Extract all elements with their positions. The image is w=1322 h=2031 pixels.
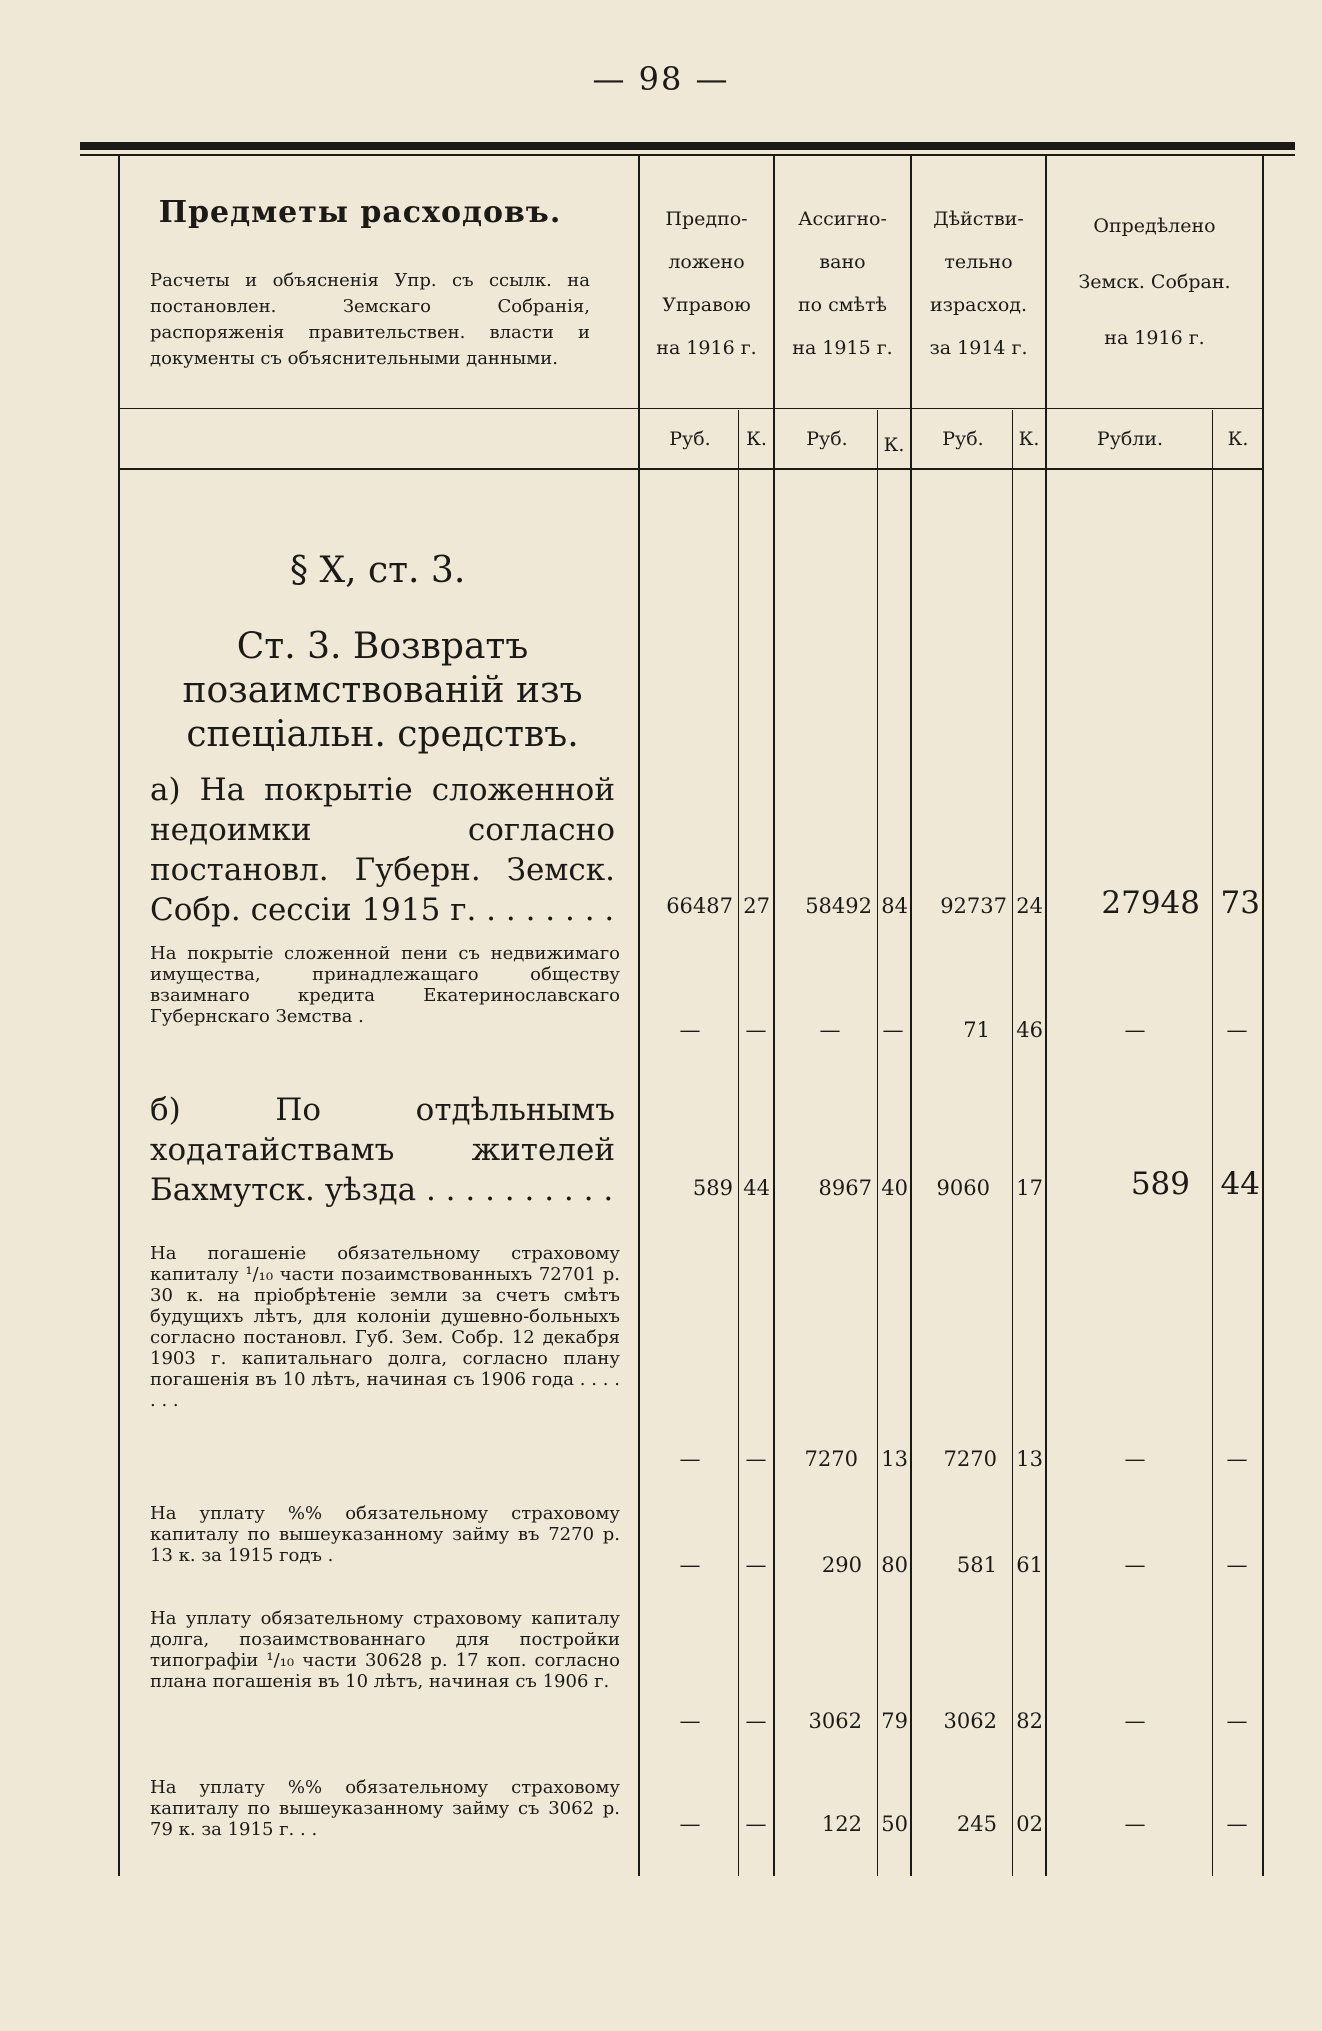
col-header-assigned: Ассигно- вано по смѣтѣ на 1915 г. — [792, 208, 893, 359]
item-a-c1-kop: 27 — [743, 894, 770, 918]
item-b-c3-rub: 9060 — [936, 1176, 990, 1200]
note-1-c3-kop: 13 — [1016, 1447, 1043, 1471]
item-b-c2-kop: 40 — [881, 1176, 908, 1200]
item-a-c1-rub: 66487 — [666, 894, 733, 918]
dash: — — [1124, 1812, 1146, 1836]
item-a-note: На покрытіе сложенной пени съ недвижимаго имущества, принадлежащаго обществу взаимнаго кредита Екатеринославскаго Губернскаго Земства . — [150, 943, 620, 1027]
unit-rub: Руб. — [806, 428, 848, 450]
note-4: На уплату %% обязательному страховому капиталу по вышеуказанному займу съ 3062 р. 79 к. за 1915 г. . . — [150, 1777, 620, 1840]
note-1-c2-kop: 13 — [881, 1447, 908, 1471]
dash: — — [882, 1018, 904, 1042]
dash: — — [679, 1018, 701, 1042]
top-rule-thin — [80, 154, 1295, 156]
dash: — — [1124, 1709, 1146, 1733]
section-heading: § X, ст. 3. — [290, 550, 466, 591]
dash: — — [819, 1018, 841, 1042]
header-title: Предметы расходовъ. — [158, 195, 562, 230]
item-a-title: а) На покрытіе сложенной недоимки согласно постановл. Губерн. Земск. Собр. сессіи 1915 г. . . . . . . . — [150, 772, 615, 928]
dash: — — [745, 1553, 767, 1577]
unit-rub: Руб. — [669, 428, 711, 450]
dash: — — [1226, 1018, 1248, 1042]
item-a-note-c3-rub: 71 — [963, 1018, 990, 1042]
col-divider — [910, 156, 912, 1876]
note-4-c3-kop: 02 — [1016, 1812, 1043, 1836]
header-description: Расчеты и объясненія Упр. съ ссылк. на постановлен. Земскаго Собранія, распоряженія правительствен. власти и документы съ объяснительными данными. — [150, 270, 590, 369]
item-a-c3-rub: 92737 — [940, 894, 1007, 918]
dash: — — [745, 1018, 767, 1042]
col-divider — [1045, 156, 1047, 1876]
item-b-title: б) По отдѣльнымъ ходатайствамъ жителей Бахмутск. уѣзда . . . . . . . . . . — [150, 1092, 615, 1208]
unit-kop: К. — [883, 434, 905, 456]
item-a-c4-kop: 73 — [1220, 885, 1260, 921]
top-rule — [80, 142, 1295, 150]
dash: — — [745, 1709, 767, 1733]
item-b-c3-kop: 17 — [1016, 1176, 1043, 1200]
item-b-c1-rub: 589 — [692, 1176, 733, 1200]
header-bottom-line — [118, 468, 1262, 470]
note-4-c2-rub: 122 — [821, 1812, 862, 1836]
page-number: — 98 — — [592, 60, 730, 98]
dash: — — [679, 1709, 701, 1733]
item-a-c4-rub: 27948 — [1101, 885, 1200, 921]
kop-divider — [738, 410, 739, 1876]
note-3-c3-rub: 3062 — [943, 1709, 997, 1733]
note-4-c3-rub: 245 — [956, 1812, 997, 1836]
item-b-c2-rub: 8967 — [818, 1176, 872, 1200]
kop-divider — [877, 410, 878, 1876]
dash: — — [1124, 1553, 1146, 1577]
dash: — — [1226, 1812, 1248, 1836]
note-3-c2-rub: 3062 — [808, 1709, 862, 1733]
item-a-c3-kop: 24 — [1016, 894, 1043, 918]
table-border-left — [118, 156, 120, 1876]
note-1-c2-rub: 7270 — [804, 1447, 858, 1471]
dash: — — [1124, 1447, 1146, 1471]
note-2-c2-kop: 80 — [881, 1553, 908, 1577]
unit-kop: К. — [746, 428, 767, 450]
item-b-c1-kop: 44 — [743, 1176, 770, 1200]
note-1-c3-rub: 7270 — [943, 1447, 997, 1471]
unit-rub: Руб. — [942, 428, 984, 450]
note-3-c3-kop: 82 — [1016, 1709, 1043, 1733]
dash: — — [679, 1812, 701, 1836]
note-1: На погашеніе обязательному страховому капиталу ¹/₁₀ части позаимствованныхъ 72701 р. 30 к. на пріобрѣтеніе земли за счетъ смѣтъ будущихъ лѣтъ, для колоніи душевно-больныхъ согласно постановл. Губ. Зем. Собр. 12 декабря 1903 г. капитальнаго долга, согласно плану погашенія въ 10 лѣтъ, начиная съ 1906 года . . . . . . . — [150, 1243, 620, 1411]
item-a-note-c3-kop: 46 — [1016, 1018, 1043, 1042]
note-2-c3-rub: 581 — [956, 1553, 997, 1577]
kop-divider — [1212, 410, 1213, 1876]
item-b-c4-kop: 44 — [1220, 1166, 1260, 1202]
item-a-c2-rub: 58492 — [805, 894, 872, 918]
col-divider — [638, 156, 640, 1876]
note-2-c2-rub: 290 — [821, 1553, 862, 1577]
note-3-c2-kop: 79 — [881, 1709, 908, 1733]
kop-divider — [1012, 410, 1013, 1876]
dash: — — [1226, 1553, 1248, 1577]
note-2: На уплату %% обязательному страховому капиталу по вышеуказанному займу въ 7270 р. 13 к. за 1915 годъ . — [150, 1503, 620, 1566]
item-b-c4-rub: 589 — [1130, 1166, 1190, 1202]
dash: — — [679, 1553, 701, 1577]
dash: — — [745, 1447, 767, 1471]
dash: — — [1226, 1709, 1248, 1733]
col-header-spent: Дѣйстви- тельно израсход. за 1914 г. — [929, 208, 1028, 359]
dash: — — [1226, 1447, 1248, 1471]
unit-kop: К. — [1018, 428, 1040, 450]
note-3: На уплату обязательному страховому капиталу долга, позаимствованнаго для постройки типографіи ¹/₁₀ части 30628 р. 17 коп. согласно плана погашенія въ 10 лѣтъ, начиная съ 1906 г. — [150, 1608, 620, 1692]
note-4-c2-kop: 50 — [881, 1812, 908, 1836]
dash: — — [1124, 1018, 1146, 1042]
unit-kop: К. — [1227, 428, 1249, 450]
table-border-right — [1262, 156, 1264, 1876]
col-header-proposed: Предпо- ложено Управою на 1916 г. — [656, 208, 757, 359]
dash: — — [679, 1447, 701, 1471]
article-title: Ст. 3. Возвратъ позаимствованій изъ спеціальн. средствъ. — [182, 626, 583, 755]
unit-rubli: Рубли. — [1096, 428, 1164, 450]
col-divider — [773, 156, 775, 1876]
dash: — — [745, 1812, 767, 1836]
item-a-c2-kop: 84 — [881, 894, 908, 918]
note-2-c3-kop: 61 — [1016, 1553, 1043, 1577]
header-unit-line — [118, 408, 1262, 409]
col-header-determined: Опредѣлено Земск. Собран. на 1916 г. — [1078, 215, 1231, 349]
